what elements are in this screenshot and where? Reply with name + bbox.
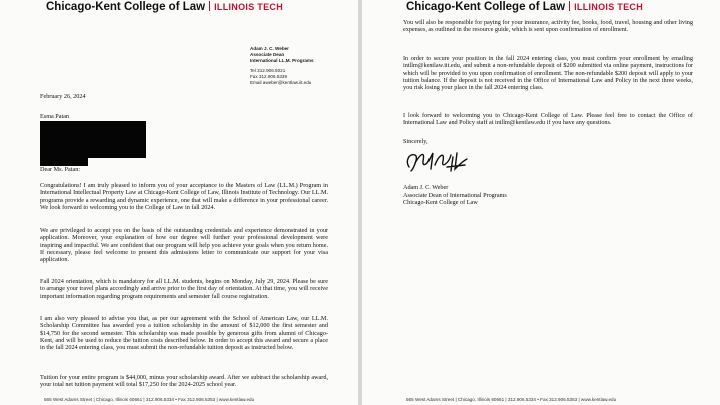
letterhead-school: Chicago-Kent College of Law xyxy=(406,1,566,13)
recipient-name: Esma Patan xyxy=(40,113,70,120)
paragraph-orientation: Fall 2024 orientation, which is mandatory for all LL.M. students, begins on Monday, July 29, 2024. Please be sure to arrange your travel plans accordingly and arrive prior to the first day of orientation. At that time, you will receive important information regarding program requirements and semester fall course registration. xyxy=(40,278,328,300)
signer-name: Adam J. C. Weber xyxy=(403,184,449,191)
letterhead-divider xyxy=(209,1,210,11)
paragraph-congratulations: Congratulations! I am truly pleased to inform you of your acceptance to the Masters of Law (LL.M.) Program in International Intellectual Property Law at Chicago-Kent College of Law, Illinois Institute of Technology. Our LL.M. programs provide a rewarding and dynamic experience, one that will make a difference in your professional career. We look forward to welcoming you to the College of Law in fall 2024. xyxy=(40,182,329,211)
signature-block xyxy=(403,184,507,207)
letterhead xyxy=(46,1,283,13)
contact-email: Email aweber@kentlaw.iit.edu xyxy=(250,80,312,85)
letterhead-school: Chicago-Kent College of Law xyxy=(46,1,206,13)
letter-page-1 xyxy=(0,0,358,405)
signer-title: Associate Dean of International Programs xyxy=(403,191,507,199)
paragraph-expenses: You will also be responsible for paying for your insurance, activity fee, books, food, travel, housing and other living expenses, as outlined in the resource guide, which is sent upon confirmation of enrollment. xyxy=(403,19,693,34)
contact-title: Associate Dean xyxy=(250,52,285,57)
contact-program: International LL.M. Programs xyxy=(250,58,314,63)
closing: Sincerely, xyxy=(403,138,428,145)
paragraph-scholarship: I am also very pleased to advise you that, as per our agreement with the School of American Law, our LL.M. Scholarship Committee has awarded you a tuition scholarship in the amount of $12,000 the first semester and $14,750 for the second semester. This scholarship was made possible by generous gifts from alumni of Chicago-Kent, and will be used to reduce the tuition costs described below. In order to accept this award and secure a place in the fall 2024 entering class, you must submit the non-refundable tuition deposit as instructed below. xyxy=(40,315,328,352)
salutation: Dear Ms. Patan: xyxy=(40,166,81,173)
contact-name: Adam J. C. Weber xyxy=(250,46,289,51)
letter-page-2 xyxy=(362,0,720,405)
letterhead xyxy=(406,1,643,13)
signature-image xyxy=(403,147,483,177)
signer-org: Chicago-Kent College of Law xyxy=(403,199,478,207)
paragraph-credentials: We are privileged to accept you on the basis of the outstanding credentials and experience demonstrated in your application. Moreover, your explanation of how our degree will further your professional development were inspiring and impactful. We are confident that our program will help you achieve your goals when you return home. If necessary, please feel welcome to present this admissions letter to communicate our support for your visa application. xyxy=(40,227,328,264)
letterhead-tech: ILLINOIS TECH xyxy=(574,2,643,12)
paragraph-tuition: Tuition for your entire program is $44,000, minus your scholarship award. After we subtract the scholarship award, your total net tuition payment will total $17,250 for the 2024-2025 school year. xyxy=(40,374,328,389)
letterhead-divider xyxy=(569,1,570,11)
letter-date: February 26, 2024 xyxy=(40,93,86,100)
letterhead-tech: ILLINOIS TECH xyxy=(214,2,283,12)
paragraph-contact: I look forward to welcoming you to Chicago-Kent College of Law. Please feel free to contact the Office of International Law and Policy staff at intllm@kentlaw.edu if you have any questions. xyxy=(403,112,693,127)
letter-footer: 565 West Adams Street | Chicago, Illinois 60661 | 312.906.5334 • Fax 312.906.5353 | www.kentlaw.edu xyxy=(406,397,617,402)
contact-block xyxy=(250,46,314,86)
contact-tel: Tel 312.906.5021 xyxy=(250,68,286,73)
contact-fax: Fax 312.906.5339 xyxy=(250,74,288,79)
letter-footer: 565 West Adams Street | Chicago, Illinois 60661 | 312.906.5334 • Fax 312.906.5353 | www.kentlaw.edu xyxy=(44,397,255,402)
redaction-block xyxy=(40,150,88,166)
paragraph-deposit: In order to secure your position in the fall 2024 entering class, you must confirm your enrollment by emailing intllm@kentlaw.iit.edu, and submit a non-refundable deposit of $200 submitted via online payment, instructions for which will be provided to you upon confirmation of enrollment. The non-refundable $200 deposit will apply to your tuition balance. If the deposit is not received in the Office of International Law and Policy in the next three weeks, you risk losing your place in the fall 2024 entering class. xyxy=(403,55,693,92)
